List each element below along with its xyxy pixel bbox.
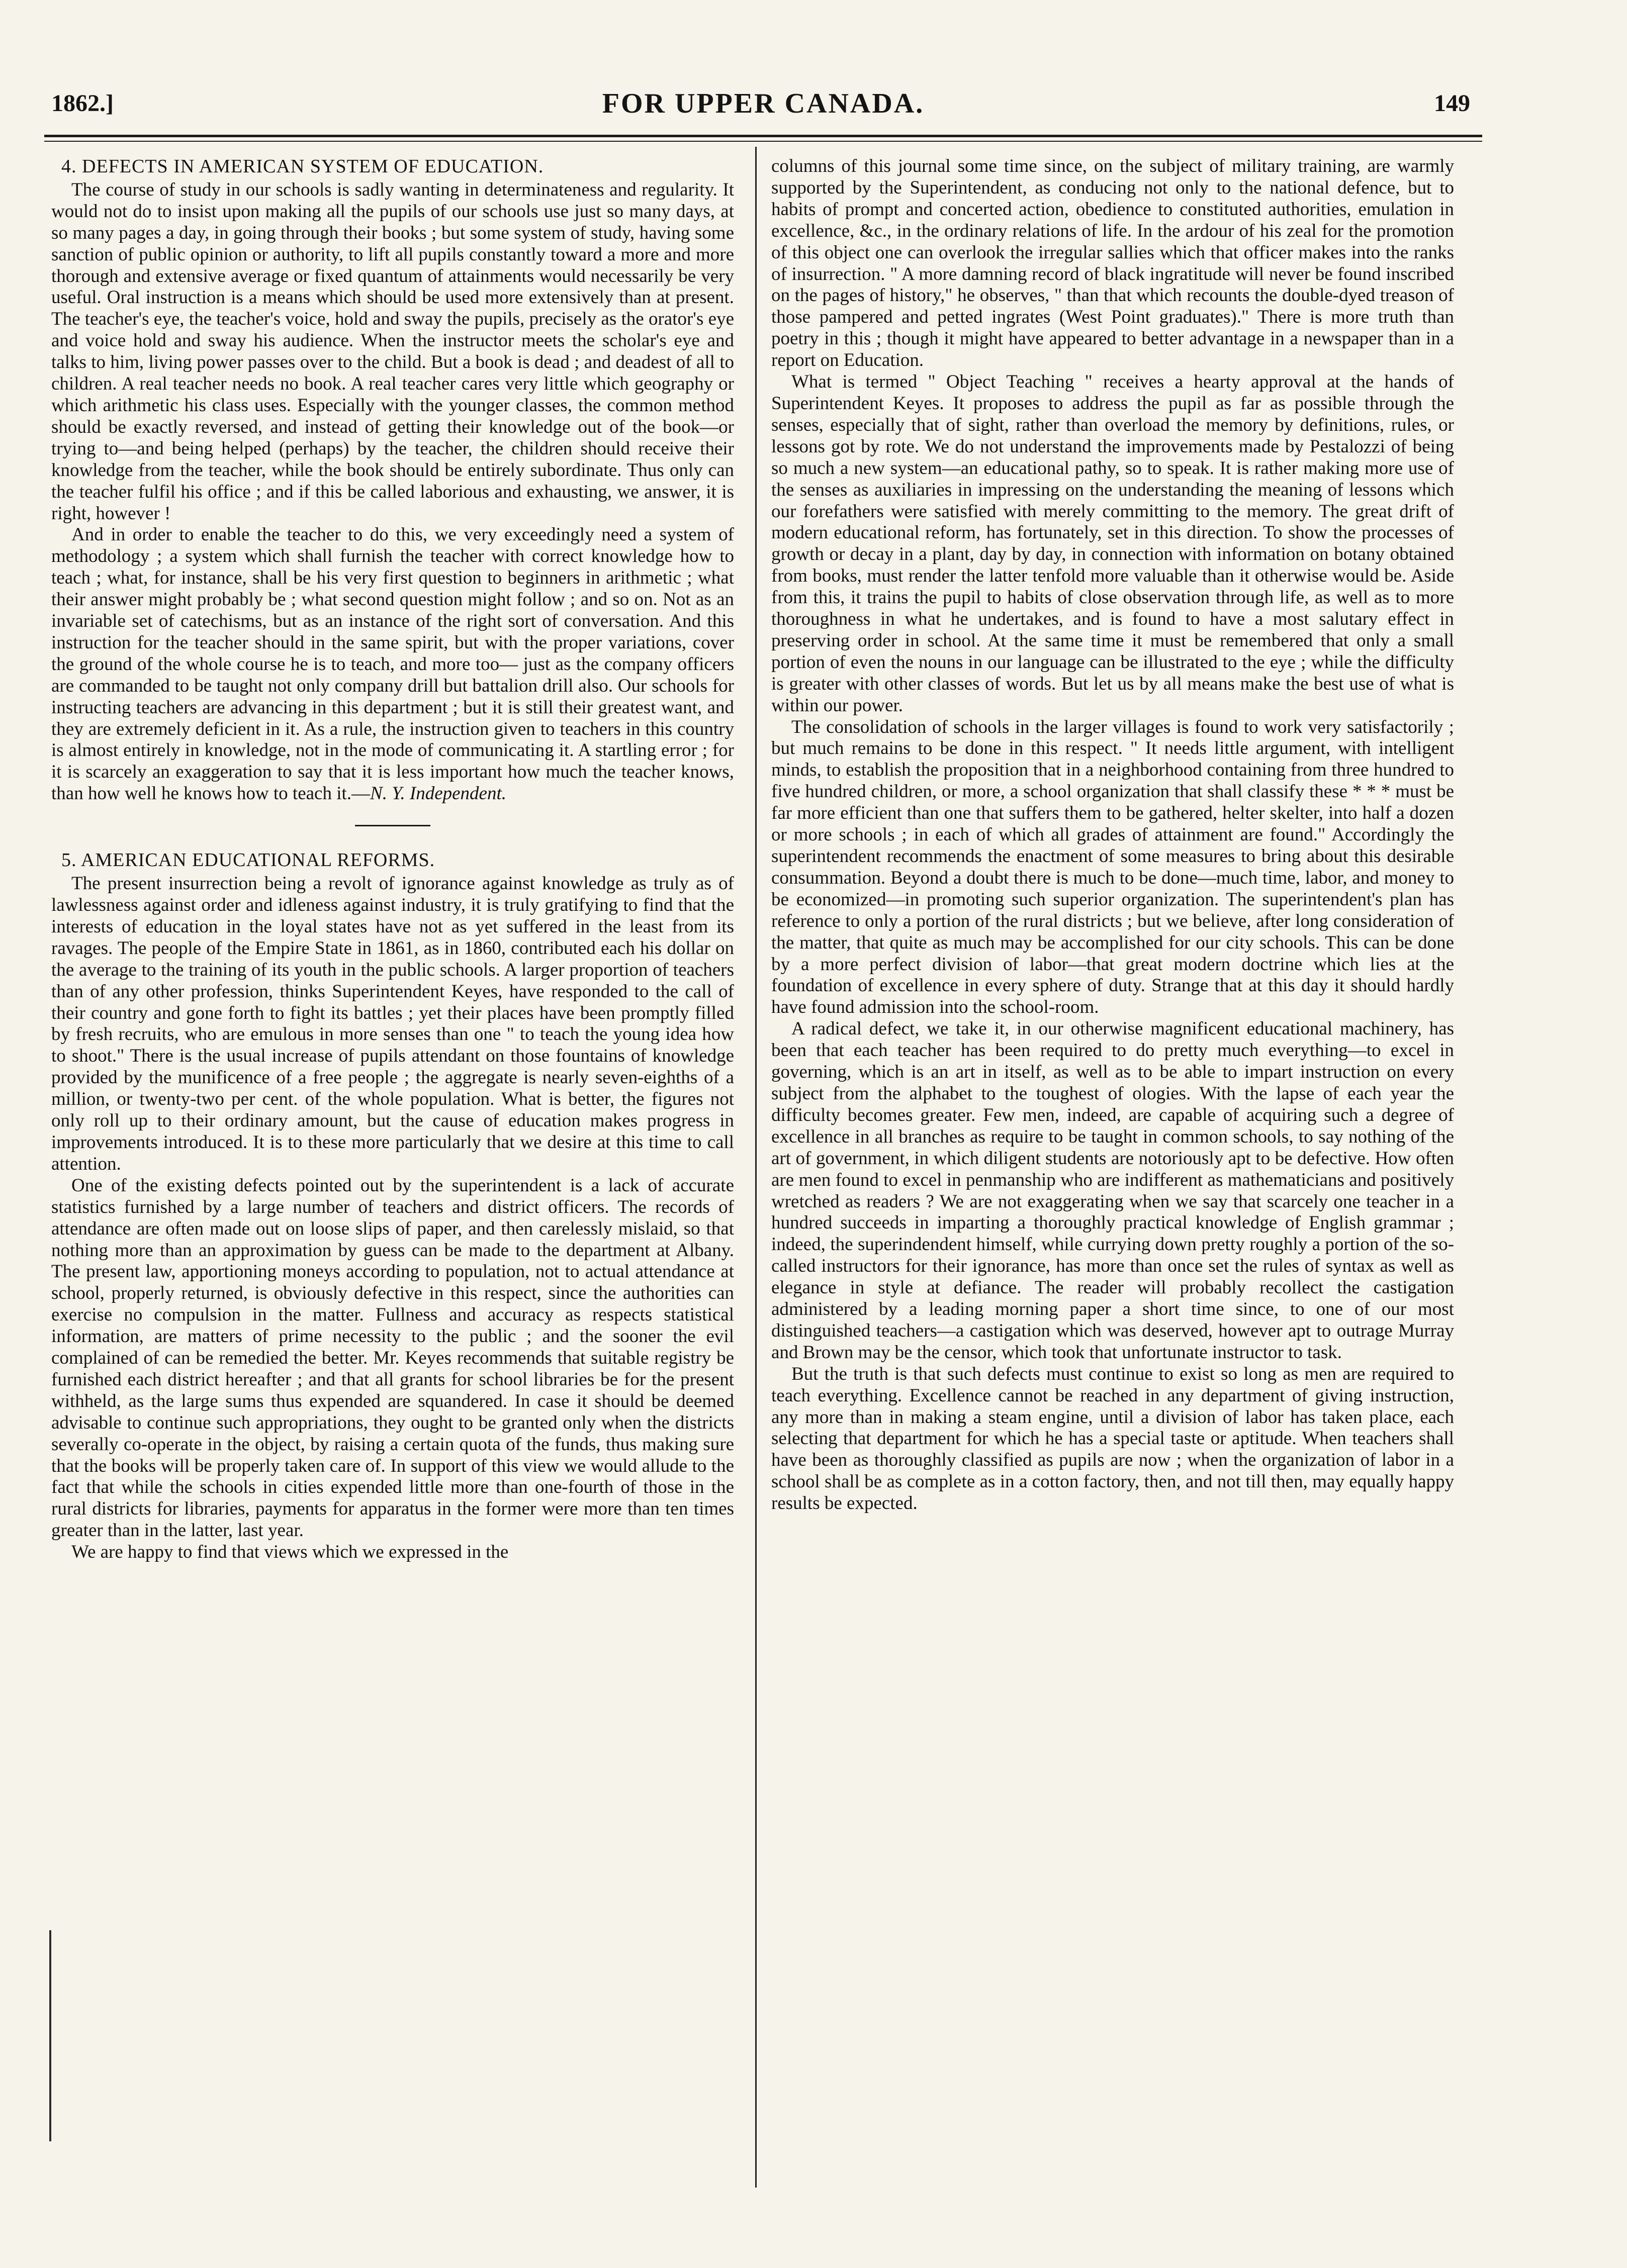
section-separator	[355, 825, 430, 826]
section-4-attribution: N. Y. Independent.	[370, 783, 507, 804]
column-divider	[755, 147, 757, 2188]
right-paragraph-2: What is termed " Object Teaching " receives a hearty approval at the hands of Superintendent Keyes. It proposes to address the pupil as far as possible through the senses, especially that of sight, rather than overload the memory by definitions, rules, or lessons got by rote. We do not understand the improvements made by Pestalozzi of being so much a new system—an educational pathy, so to speak. It is rather making more use of the senses as auxiliaries in impressing on the understanding the meaning of lessons which our forefathers were satisfied with merely committing to the memory. The great drift of modern educational reform, has fortunately, set in this direction. To show the processes of growth or decay in a plant, day by day, in connection with information on botany obtained from books, must render the latter tenfold more valuable than it otherwise would be. Aside from this, it trains the pupil to habits of close observation through life, as well as to more thoroughness in what he undertakes, and is found to have a most salutary effect in preserving order in school. At the same time it must be remembered that only a small portion of even the nouns in our language can be illustrated to the eye ; while the difficulty is greater with other classes of words. But let us by all means make the best use of what is within our power.	[771, 371, 1454, 716]
right-column	[771, 156, 1454, 1515]
section-4-paragraph-2	[51, 524, 734, 805]
section-5-heading: 5. AMERICAN EDUCATIONAL REFORMS.	[61, 849, 435, 871]
section-4-heading: 4. DEFECTS IN AMERICAN SYSTEM OF EDUCATION.	[61, 156, 544, 177]
header-rule-thin	[44, 141, 1482, 142]
section-5-paragraph-1: The present insurrection being a revolt of ignorance against knowledge as truly as of lawlessness against order and idleness against industry, it is truly gratifying to find that the interests of education in the loyal states have not as yet suffered in the least from its ravages. The people of the Empire State in 1861, as in 1860, contributed each his dollar on the average to the training of its youth in the public schools. A larger proportion of teachers than of any other profession, thinks Superintendent Keyes, have responded to the call of their country and gone forth to fight its battles ; yet their places have been promptly filled by fresh recruits, who are emulous in more senses than one " to teach the young idea how to shoot." There is the usual increase of pupils attendant on those fountains of knowledge provided by the munificence of a free people ; the aggregate is nearly seven-eighths of a million, or twenty-two per cent. of the whole population. What is better, the figures not only roll up to their ordinary amount, but the cause of education makes progress in improvements introduced. It is to these more particularly that we desire at this time to call attention.	[51, 873, 734, 1174]
running-head	[44, 89, 1482, 130]
section-5-paragraph-3: We are happy to find that views which we expressed in the	[71, 1542, 509, 1563]
page-number: 149	[1434, 90, 1470, 117]
section-4-paragraph-2-text: And in order to enable the teacher to do this, we very exceedingly need a system of methodology ; a system which shall furnish the teacher with correct knowledge how to teach ; what, for instance, shall be his very first question to beginners in arithmetic ; what their answer might probably be ; what second question might follow ; and so on. Not as an invariable set of catechisms, but as an instance of the right sort of conversation. And this instruction for the teacher should in the same spirit, but with the proper variations, cover the ground of the whole course he is to teach, and more too— just as the company officers are commanded to be taught not only company drill but battalion drill also. Our schools for instructing teachers are advancing in this department ; but it is still their greatest want, and they are extremely deficient in it. As a rule, the instruction given to teachers in this country is almost entirely in knowledge, not in the mode of communicating it. A startling error ; for it is scarcely an exaggeration to say that it is less important how much the teacher knows, than how well he knows how to teach it.—	[51, 524, 734, 804]
header-rule-thick	[44, 135, 1482, 137]
section-4-paragraph-1: The course of study in our schools is sadly wanting in determinateness and regularity. It would not do to insist upon making all the pupils of our schools use just so many days, at so many pages a day, in going through their books ; but some system of study, having some sanction of public opinion or authority, to lift all pupils constantly toward a more and more thorough and extensive average or fixed quantum of attainments would necessarily be very useful. Oral instruction is a means which should be used more extensively than at present. The teacher's eye, the teacher's voice, hold and sway the pupils, precisely as the orator's eye and voice hold and sway his audience. When the instructor meets the scholar's eye and talks to him, living power passes over to the child. But a book is dead ; and deadest of all to children. A real teacher needs no book. A real teacher cares very little which geography or which arithmetic his class uses. Especially with the younger classes, the common method should be exactly reversed, and instead of getting their knowledge out of the book—or trying to—and being helped (perhaps) by the teacher, the children should receive their knowledge from the teacher, while the book should be entirely subordinate. Thus only can the teacher fulfil his office ; and if this be called laborious and exhausting, we answer, it is right, however !	[51, 179, 734, 524]
newspaper-page	[44, 75, 1482, 2202]
running-head-year: 1862.]	[51, 90, 114, 117]
right-paragraph-3: The consolidation of schools in the larger villages is found to work very satisfactorily ; but much remains to be done in this respect. " It needs little argument, with intelligent minds, to establish the proposition that in a neighborhood containing from three hundred to five hundred children, or more, a school organization that shall classify these * * * must be far more efficient than one that suffers them to be gathered, helter skelter, into half a dozen or more schools ; in each of which all grades of attainment are found." Accordingly the superintendent recommends the enactment of some measures to bring about this desirable consummation. Beyond a doubt there is much to be done—much time, labor, and money to be economized—in promoting such superior organization. The superintendent's plan has reference to only a portion of the rural districts ; but we believe, after long consideration of the matter, that quite as much may be accomplished for our city schools. This can be done by a more perfect division of labor—that great modern doctrine which lies at the foundation of excellence in every sphere of duty. Strange that at this day it should hardly have found admission into the school-room.	[771, 716, 1454, 1018]
right-paragraph-4: A radical defect, we take it, in our otherwise magnificent educational machinery, has been that each teacher has been required to do pretty much everything—to excel in governing, which is an art in itself, as well as to be able to impart instruction on every subject from the alphabet to the toughest of ologies. With the lapse of each year the difficulty becomes greater. Few men, indeed, are capable of acquiring such a degree of excellence in all branches as require to be taught in common schools, to say nothing of the art of government, in which diligent students are notoriously apt to be defective. How often are men found to excel in penmanship who are indifferent as mathematicians and positively wretched as readers ? We are not exaggerating when we say that scarcely one teacher in a hundred succeeds in imparting a thoroughly practical knowledge of English grammar ; indeed, the superindendent himself, while currying down pretty roughly a portion of the so-called instructors for their ignorance, has more than once set the rules of syntax as well as elegance in style at defiance. The reader will probably recollect the castigation administered by a leading morning paper a short time since, to one of our most distinguished teachers—a castigation which was deserved, however apt to outrage Murray and Brown may be the censor, which took that unfortunate instructor to task.	[771, 1018, 1454, 1363]
left-column	[51, 156, 734, 1563]
margin-mark	[49, 1930, 51, 2141]
right-paragraph-5: But the truth is that such defects must continue to exist so long as men are required to teach everything. Excellence cannot be reached in any department of giving instruction, any more than in making a steam engine, until a division of labor has taken place, each selecting that department for which he has a special taste or aptitude. When teachers shall have been as thoroughly classified as pupils are now ; when the organization of labor in a school shall be as complete as in a cotton factory, then, and not till then, may equally happy results be expected.	[771, 1363, 1454, 1514]
section-5-paragraph-2: One of the existing defects pointed out by the superintendent is a lack of accurate statistics furnished by a large number of teachers and district officers. The records of attendance are often made out on loose slips of paper, and then carelessly mislaid, so that nothing more than an approximation by guess can be made to the department at Albany. The present law, apportioning moneys according to population, not to actual attendance at school, properly returned, is obviously defective in this respect, since the authorities can exercise no compulsion in the matter. Fullness and accuracy as respects statistical information, are matters of prime necessity to the public ; and the sooner the evil complained of can be remedied the better. Mr. Keyes recommends that suitable registry be furnished each district hereafter ; and that all grants for school libraries be for the present withheld, as the large sums thus expended are squandered. In case it should be deemed advisable to continue such appropriations, they ought to be granted only when the districts severally co-operate in the object, by raising a certain quota of the funds, thus making sure that the books will be properly taken care of. In support of this view we would allude to the fact that while the schools in cities expended little more than one-fourth of those in the rural districts for libraries, payments for apparatus in the former were more than ten times greater than in the latter, last year.	[51, 1175, 734, 1541]
running-head-title: FOR UPPER CANADA.	[602, 88, 925, 119]
right-paragraph-1: columns of this journal some time since, on the subject of military training, are warmly supported by the Superintendent, as conducing not only to the national defence, but to habits of prompt and concerted action, obedience to constituted authorities, emulation in excellence, &c., in the ordinary relations of life. In the ardour of his zeal for the promotion of this object one can overlook the irregular sallies which that officer makes into the ranks of insurrection. " A more damning record of black ingratitude will never be found inscribed on the pages of history," he observes, " than that which recounts the double-dyed treason of those pampered and petted ingrates (West Point graduates)." There is more truth than poetry in this ; though it might have appeared to better advantage in a newspaper than in a report on Education.	[771, 156, 1454, 371]
